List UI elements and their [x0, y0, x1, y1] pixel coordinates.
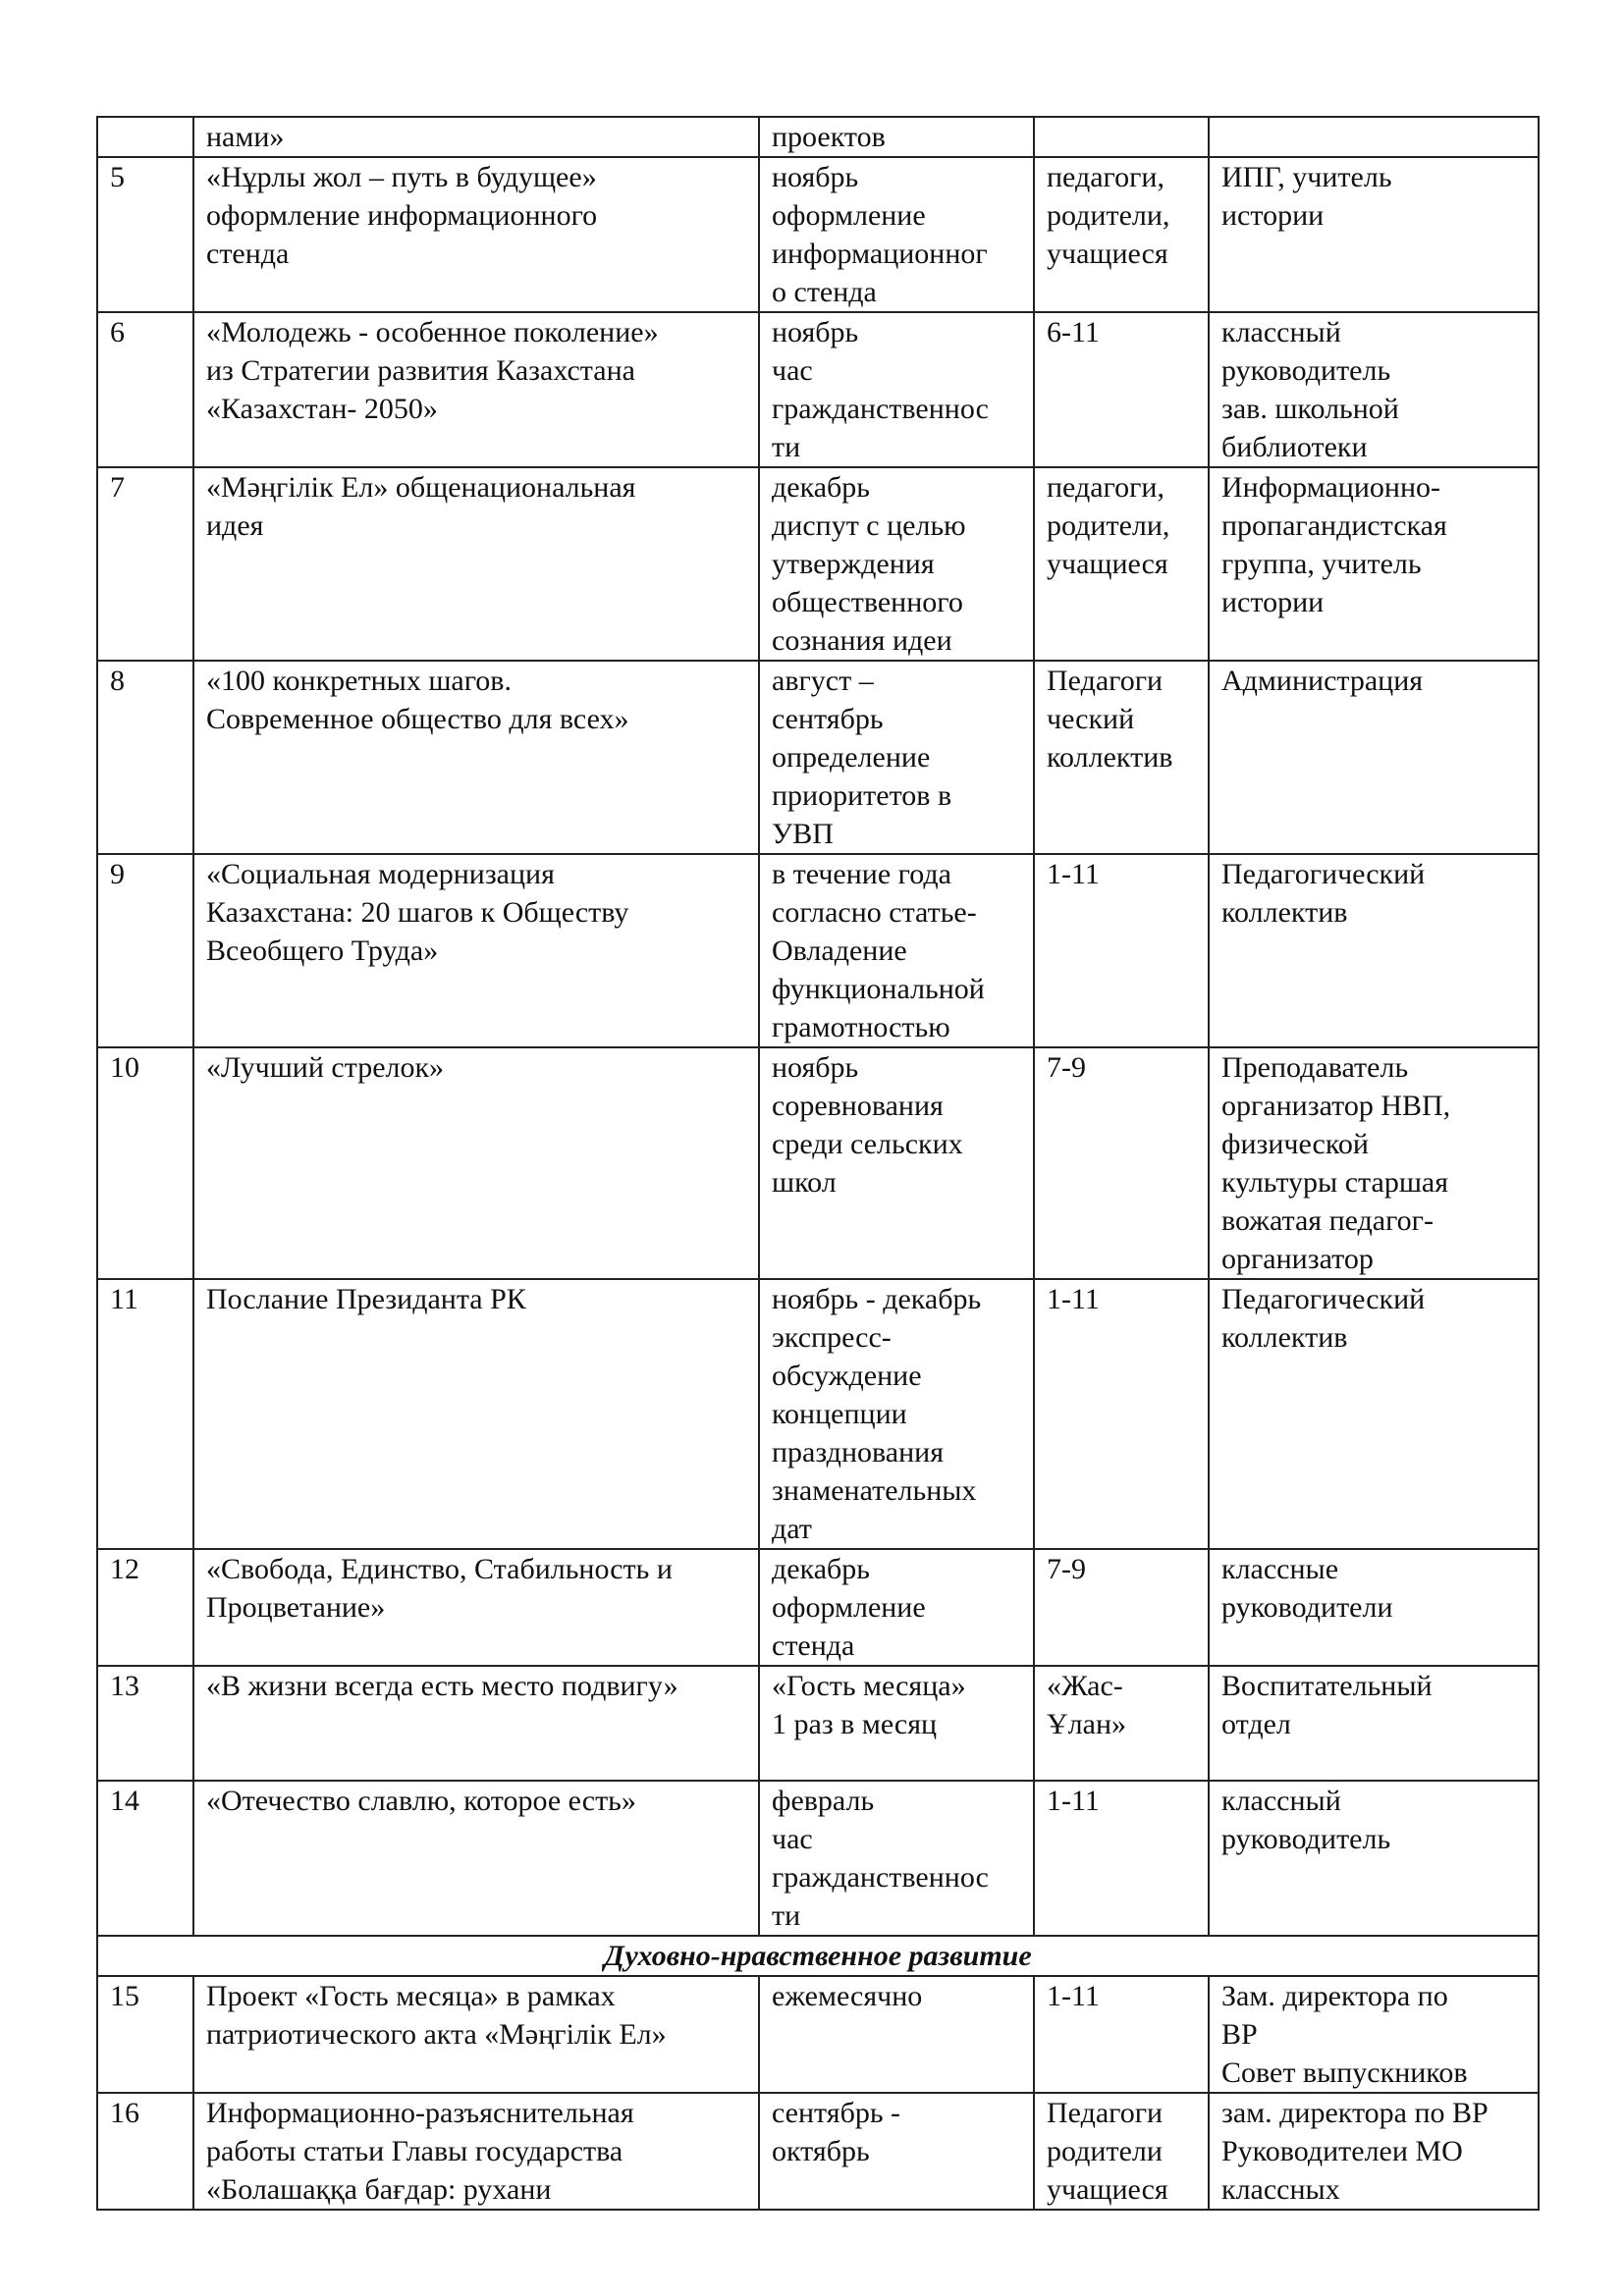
events-table — [96, 116, 1540, 2211]
participants-cell: 1-11 — [1034, 1279, 1209, 1549]
participants-cell: 7-9 — [1034, 1047, 1209, 1279]
participants-cell: 7-9 — [1034, 1549, 1209, 1666]
event-name-cell: «Социальная модернизация Казахстана: 20 шагов к Обществу Всеобщего Труда» — [193, 854, 759, 1047]
timing-form-cell: ноябрь - декабрь экспресс- обсуждение концепции празднования знаменательных дат — [759, 1279, 1034, 1549]
event-name-cell: нами» — [193, 117, 759, 157]
timing-form-cell: декабрь диспут с целью утверждения общественного сознания идеи — [759, 467, 1034, 661]
table-row — [97, 1666, 1539, 1781]
responsible-cell — [1209, 117, 1539, 157]
event-name-cell: Информационно-разъяснительная работы статьи Главы государства «Болашаққа бағдар: рухани — [193, 2093, 759, 2210]
timing-form-cell: сентябрь - октябрь — [759, 2093, 1034, 2210]
number-cell: 10 — [97, 1047, 193, 1279]
table-row — [97, 117, 1539, 157]
participants-cell: педагоги, родители, учащиеся — [1034, 467, 1209, 661]
table-row — [97, 467, 1539, 661]
timing-form-cell: ноябрь час гражданственнос ти — [759, 312, 1034, 467]
event-name-cell: «Отечество славлю, которое есть» — [193, 1781, 759, 1936]
event-name-cell: «Молодежь - особенное поколение» из Стратегии развития Казахстана «Казахстан- 2050» — [193, 312, 759, 467]
event-name-cell: «Нұрлы жол – путь в будущее» оформление информационного стенда — [193, 157, 759, 312]
responsible-cell: зам. директора по ВР Руководителеи МО классных — [1209, 2093, 1539, 2210]
table-row — [97, 2093, 1539, 2210]
number-cell: 5 — [97, 157, 193, 312]
table-row — [97, 1976, 1539, 2093]
number-cell: 8 — [97, 661, 193, 854]
number-cell: 13 — [97, 1666, 193, 1781]
table-row — [97, 157, 1539, 312]
table-row — [97, 1279, 1539, 1549]
number-cell: 12 — [97, 1549, 193, 1666]
table-row — [97, 312, 1539, 467]
participants-cell: Педагоги ческий коллектив — [1034, 661, 1209, 854]
section-title: Духовно-нравственное развитие — [97, 1936, 1539, 1976]
responsible-cell: Педагогический коллектив — [1209, 854, 1539, 1047]
timing-form-cell: «Гость месяца» 1 раз в месяц — [759, 1666, 1034, 1781]
table-row — [97, 661, 1539, 854]
responsible-cell: Преподаватель организатор НВП, физической культуры старшая вожатая педагог- организатор — [1209, 1047, 1539, 1279]
participants-cell: 6-11 — [1034, 312, 1209, 467]
participants-cell — [1034, 117, 1209, 157]
participants-cell: педагоги, родители, учащиеся — [1034, 157, 1209, 312]
timing-form-cell: в течение года согласно статье- Овладение функциональной грамотностью — [759, 854, 1034, 1047]
timing-form-cell: ежемесячно — [759, 1976, 1034, 2093]
participants-cell: 1-11 — [1034, 854, 1209, 1047]
participants-cell: «Жас- Ұлан» — [1034, 1666, 1209, 1781]
responsible-cell: ИПГ, учитель истории — [1209, 157, 1539, 312]
section-header-row — [97, 1936, 1539, 1976]
responsible-cell: Администрация — [1209, 661, 1539, 854]
responsible-cell: классный руководитель зав. школьной библиотеки — [1209, 312, 1539, 467]
number-cell: 9 — [97, 854, 193, 1047]
table-row — [97, 1781, 1539, 1936]
participants-cell: 1-11 — [1034, 1976, 1209, 2093]
responsible-cell: Педагогический коллектив — [1209, 1279, 1539, 1549]
timing-form-cell: декабрь оформление стенда — [759, 1549, 1034, 1666]
event-name-cell: «Лучший стрелок» — [193, 1047, 759, 1279]
responsible-cell: классный руководитель — [1209, 1781, 1539, 1936]
participants-cell: Педагоги родители учащиеся — [1034, 2093, 1209, 2210]
table-row — [97, 854, 1539, 1047]
responsible-cell: Информационно- пропагандистская группа, учитель истории — [1209, 467, 1539, 661]
timing-form-cell: февраль час гражданственнос ти — [759, 1781, 1034, 1936]
number-cell: 11 — [97, 1279, 193, 1549]
number-cell: 7 — [97, 467, 193, 661]
number-cell: 14 — [97, 1781, 193, 1936]
event-name-cell: «Свобода, Единство, Стабильность и Процветание» — [193, 1549, 759, 1666]
number-cell: 15 — [97, 1976, 193, 2093]
responsible-cell: классные руководители — [1209, 1549, 1539, 1666]
event-name-cell: «Мәңгілік Ел» общенациональная идея — [193, 467, 759, 661]
timing-form-cell: ноябрь оформление информационног о стенда — [759, 157, 1034, 312]
number-cell — [97, 117, 193, 157]
event-name-cell: Послание Президанта РК — [193, 1279, 759, 1549]
timing-form-cell: проектов — [759, 117, 1034, 157]
event-name-cell: «100 конкретных шагов. Современное общество для всех» — [193, 661, 759, 854]
responsible-cell: Воспитательный отдел — [1209, 1666, 1539, 1781]
responsible-cell: Зам. директора по ВР Совет выпускников — [1209, 1976, 1539, 2093]
event-name-cell: «В жизни всегда есть место подвигу» — [193, 1666, 759, 1781]
number-cell: 6 — [97, 312, 193, 467]
table-row — [97, 1047, 1539, 1279]
timing-form-cell: август – сентябрь определение приоритетов в УВП — [759, 661, 1034, 854]
number-cell: 16 — [97, 2093, 193, 2210]
participants-cell: 1-11 — [1034, 1781, 1209, 1936]
event-name-cell: Проект «Гость месяца» в рамках патриотического акта «Мәңгілік Ел» — [193, 1976, 759, 2093]
table-row — [97, 1549, 1539, 1666]
timing-form-cell: ноябрь соревнования среди сельских школ — [759, 1047, 1034, 1279]
